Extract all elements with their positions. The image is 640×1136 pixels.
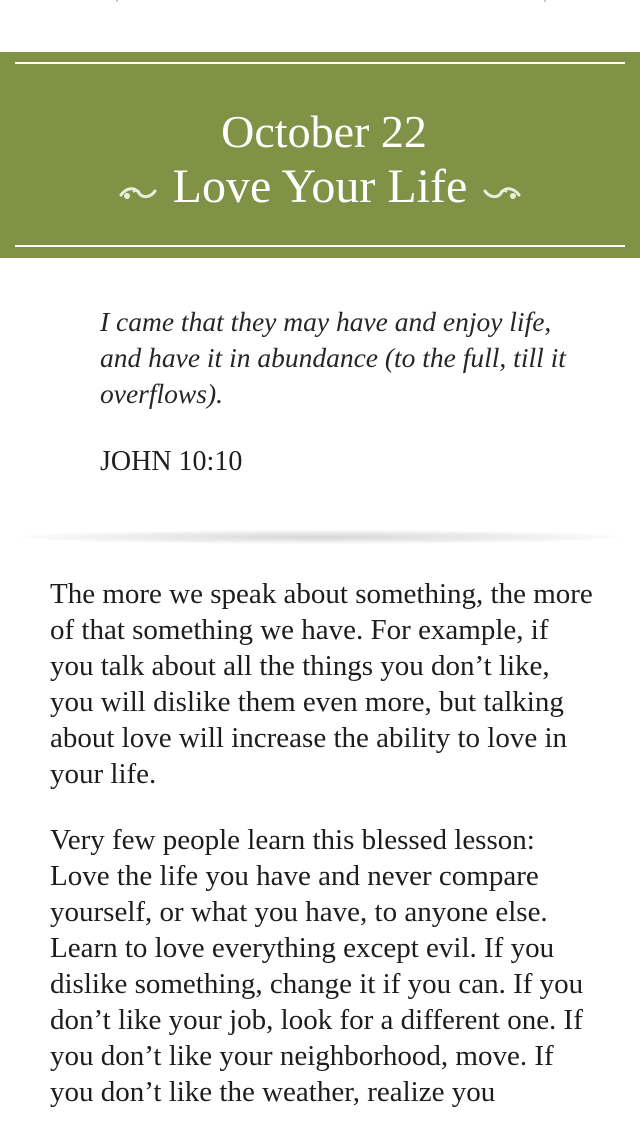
title-row bbox=[0, 160, 640, 214]
flourish-left-icon bbox=[119, 183, 157, 201]
banner-top-rule bbox=[15, 62, 625, 64]
flourish-right-icon bbox=[483, 183, 521, 201]
title-banner bbox=[0, 52, 640, 258]
body-paragraph: Very few people learn this blessed lesson: Love the life you have and never compare yourself, or what you have, to anyone else. Learn to love everything except evil. If you dislike something, change it if you can. If you don’t like your job, look for a different one. If you don’t like your neighborhood, move. If you don’t like the weather, realize you bbox=[50, 824, 584, 1108]
devotional-date: October 22 bbox=[221, 106, 427, 157]
scripture-reference: JOHN 10:10 bbox=[100, 446, 243, 477]
devotional-title: Love Your Life bbox=[172, 160, 468, 214]
body-paragraph: The more we speak about something, the more of that something we have. For example, if you talk about all the things you don’t like, you will dislike them even more, but talking about love will increase the ability to love in your life. bbox=[50, 578, 593, 790]
toolbar-edge-mark bbox=[544, 0, 546, 2]
devotional-body[interactable] bbox=[50, 576, 595, 1136]
top-toolbar-edge bbox=[0, 0, 640, 53]
banner-bottom-rule bbox=[15, 245, 625, 247]
toolbar-edge-mark bbox=[116, 0, 118, 2]
section-divider-shadow bbox=[20, 530, 620, 544]
scripture-verse: I came that they may have and enjoy life, and have it in abundance (to the full, till it overflows). bbox=[100, 306, 566, 409]
